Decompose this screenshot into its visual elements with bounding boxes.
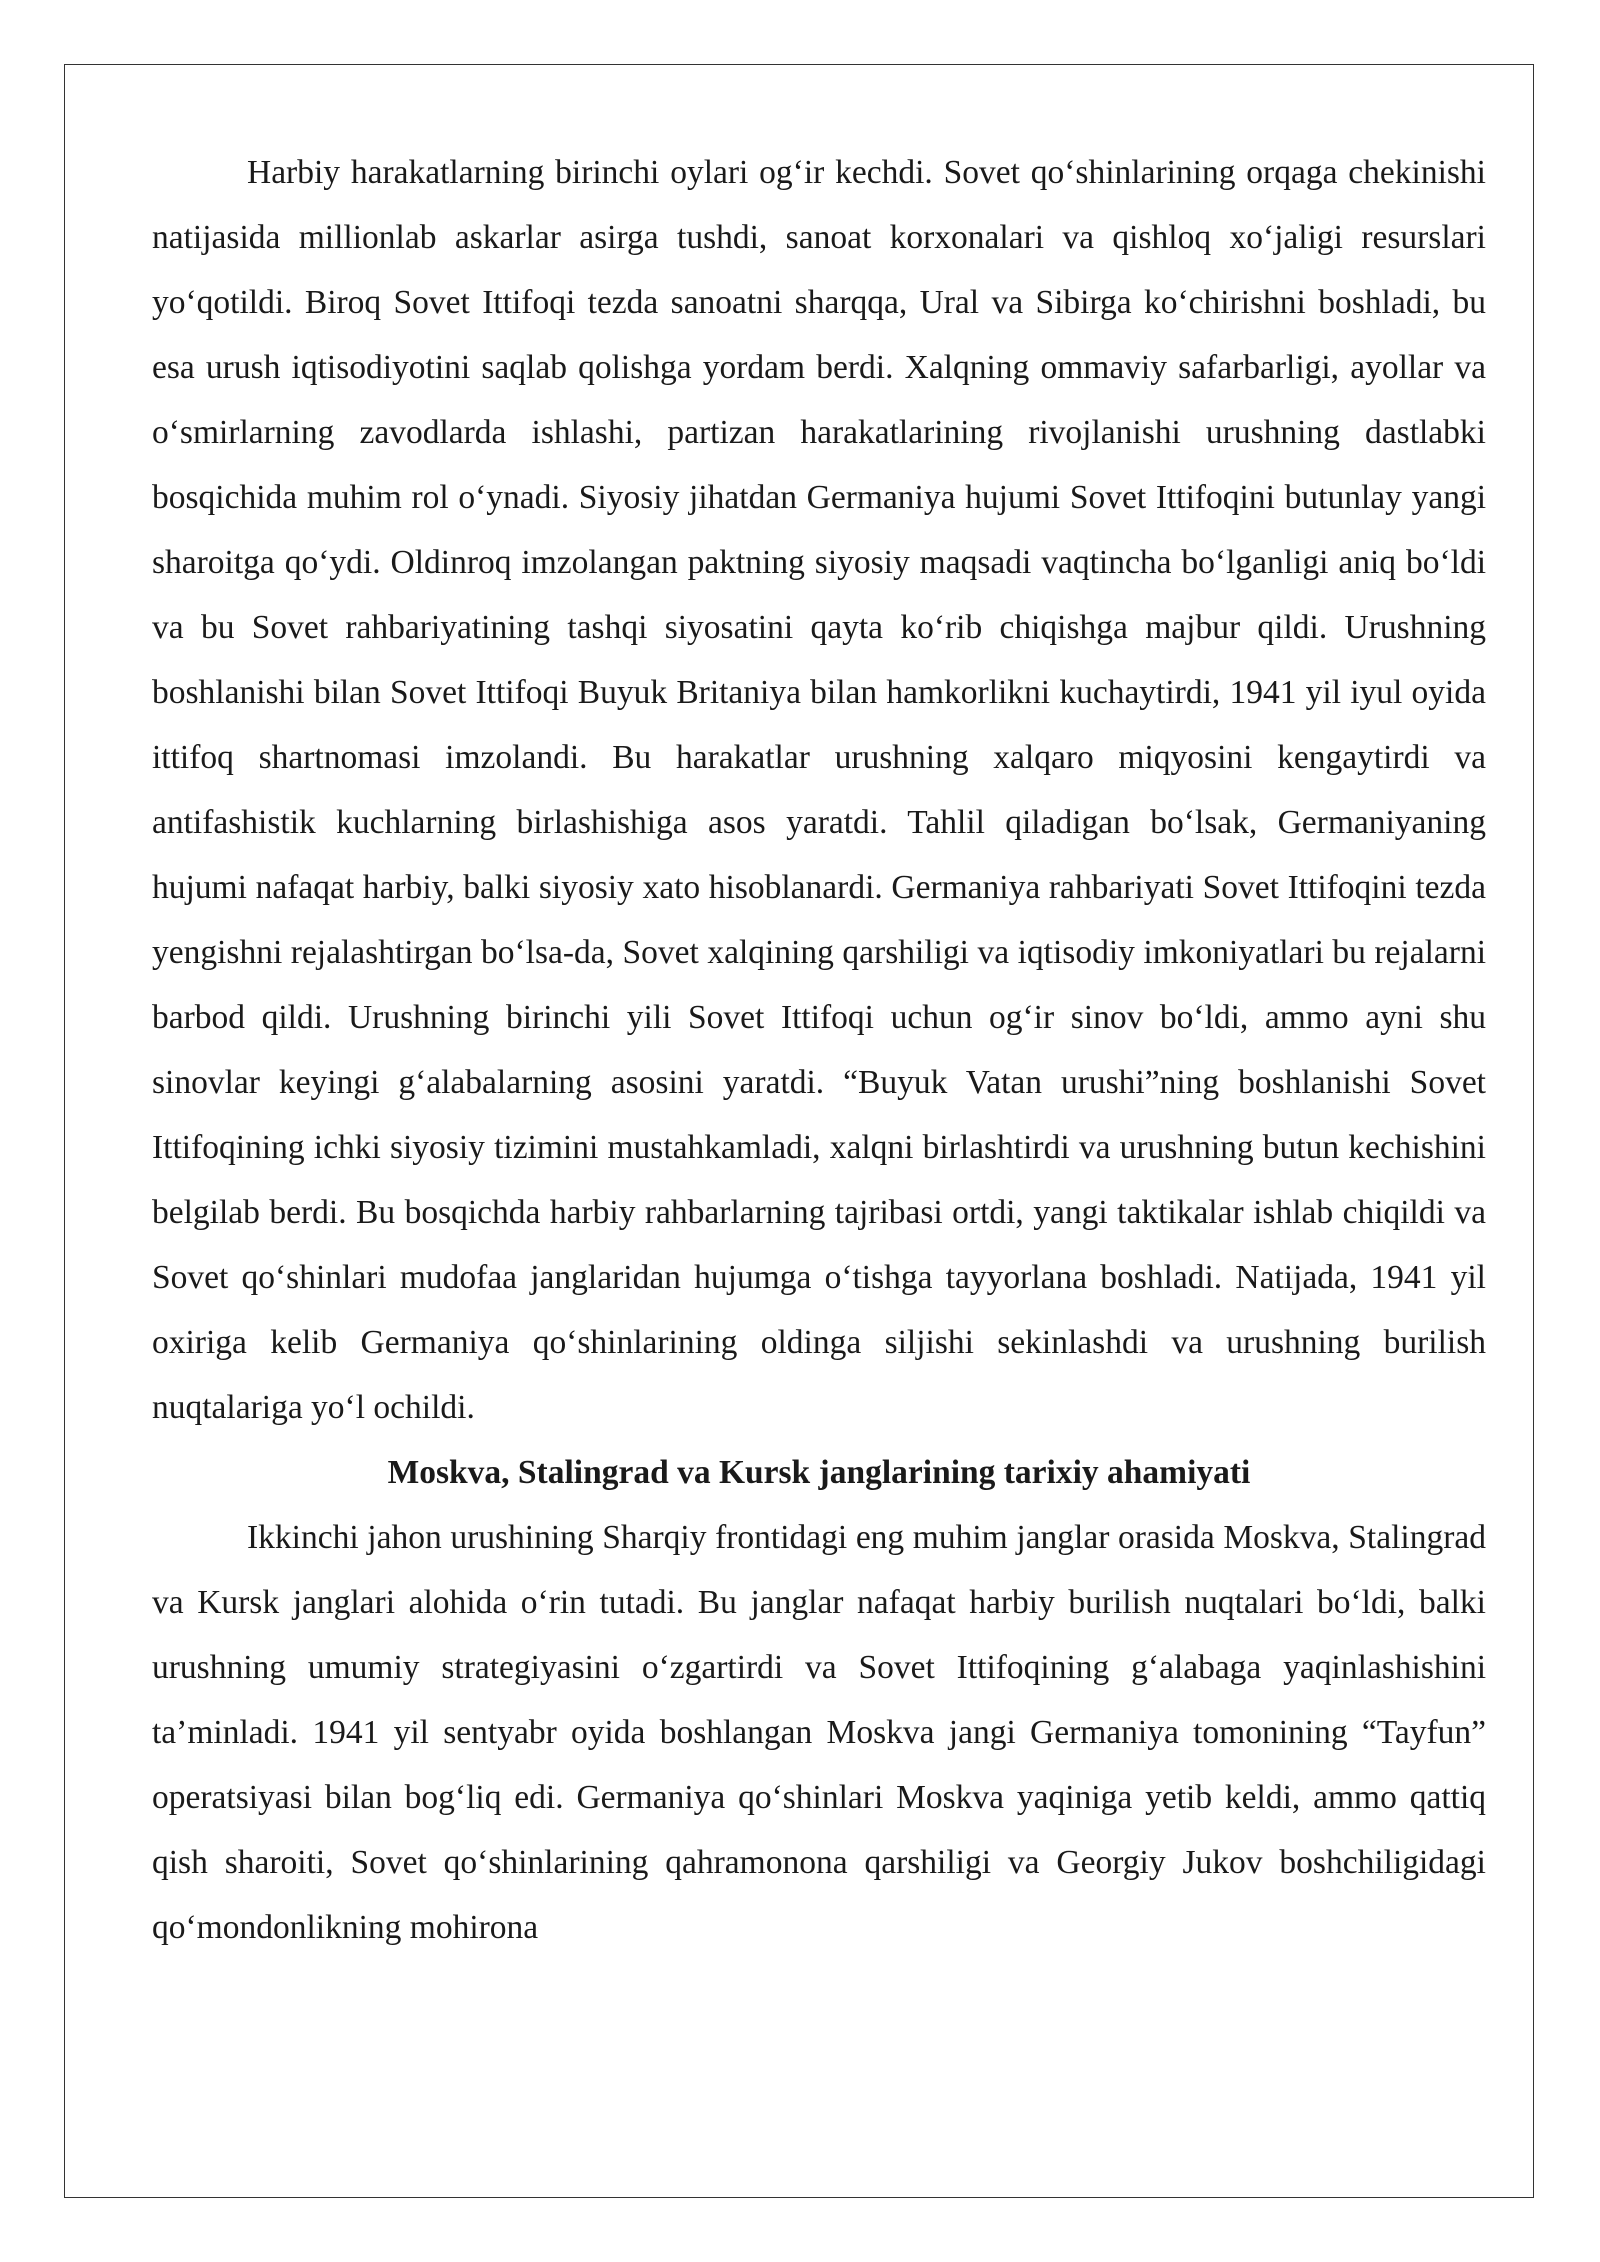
section-heading: Moskva, Stalingrad va Kursk janglarining tarixiy ahamiyati	[387, 1454, 1251, 1491]
paragraph-war-first-months: Harbiy harakatlarning birinchi oylari og‘ir kechdi. Sovet qo‘shinlarining orqaga chekinishi natijasida millionlab askarlar asirga tushdi, sanoat korxonalari va qishloq xo‘jaligi resurslari yo‘qotildi. Biroq Sovet Ittifoqi tezda sanoatni sharqqa, Ural va Sibirga ko‘chirishni boshladi, bu esa urush iqtisodiyotini saqlab qolishga yordam berdi. Xalqning ommaviy safarbarligi, ayollar va o‘smirlarning zavodlarda ishlashi, partizan harakatlarining rivojlanishi urushning dastlabki bosqichida muhim rol o‘ynadi. Siyosiy jihatdan Germaniya hujumi Sovet Ittifoqini butunlay yangi sharoitga qo‘ydi. Oldinroq imzolangan paktning siyosiy maqsadi vaqtincha bo‘lganligi aniq bo‘ldi va bu Sovet rahbariyatining tashqi siyosatini qayta ko‘rib chiqishga majbur qildi. Urushning boshlanishi bilan Sovet Ittifoqi Buyuk Britaniya bilan hamkorlikni kuchaytirdi, 1941 yil iyul oyida ittifoq shartnomasi imzolandi. Bu harakatlar urushning xalqaro miqyosini kengaytirdi va antifashistik kuchlarning birlashishiga asos yaratdi. Tahlil qiladigan bo‘lsak, Germaniyaning hujumi nafaqat harbiy, balki siyosiy xato hisoblanardi. Germaniya rahbariyati Sovet Ittifoqini tezda yengishni rejalashtirgan bo‘lsa-da, Sovet xalqining qarshiligi va iqtisodiy imkoniyatlari bu rejalarni barbod qildi. Urushning birinchi yili Sovet Ittifoqi uchun og‘ir sinov bo‘ldi, ammo ayni shu sinovlar keyingi g‘alabalarning asosini yaratdi. “Buyuk Vatan urushi”ning boshlanishi Sovet Ittifoqining ichki siyosiy tizimini mustahkamladi, xalqni birlashtirdi va urushning butun kechishini belgilab berdi. Bu bosqichda harbiy rahbarlarning tajribasi ortdi, yangi taktikalar ishlab chiqildi va Sovet qo‘shinlari mudofaa janglaridan hujumga o‘tishga tayyorlana boshladi. Natijada, 1941 yil oxiriga kelib Germaniya qo‘shinlarining oldinga siljishi sekinlashdi va urushning burilish nuqtalariga yo‘l ochildi.	[152, 154, 1486, 1426]
paragraph-moscow-stalingrad-kursk: Ikkinchi jahon urushining Sharqiy frontidagi eng muhim janglar orasida Moskva, Stalingrad va Kursk janglari alohida o‘rin tutadi. Bu janglar nafaqat harbiy burilish nuqtalari bo‘ldi, balki urushning umumiy strategiyasini o‘zgartirdi va Sovet Ittifoqining g‘alabaga yaqinlashishini ta’minladi. 1941 yil sentyabr oyida boshlangan Moskva jangi Germaniya tomonining “Tayfun” operatsiyasi bilan bog‘liq edi. Germaniya qo‘shinlari Moskva yaqiniga yetib keldi, ammo qattiq qish sharoiti, Sovet qo‘shinlarining qahramonona qarshiligi va Georgiy Jukov boshchiligidagi qo‘mondonlikning mohirona	[152, 1519, 1486, 1946]
document-body	[152, 140, 1486, 1960]
